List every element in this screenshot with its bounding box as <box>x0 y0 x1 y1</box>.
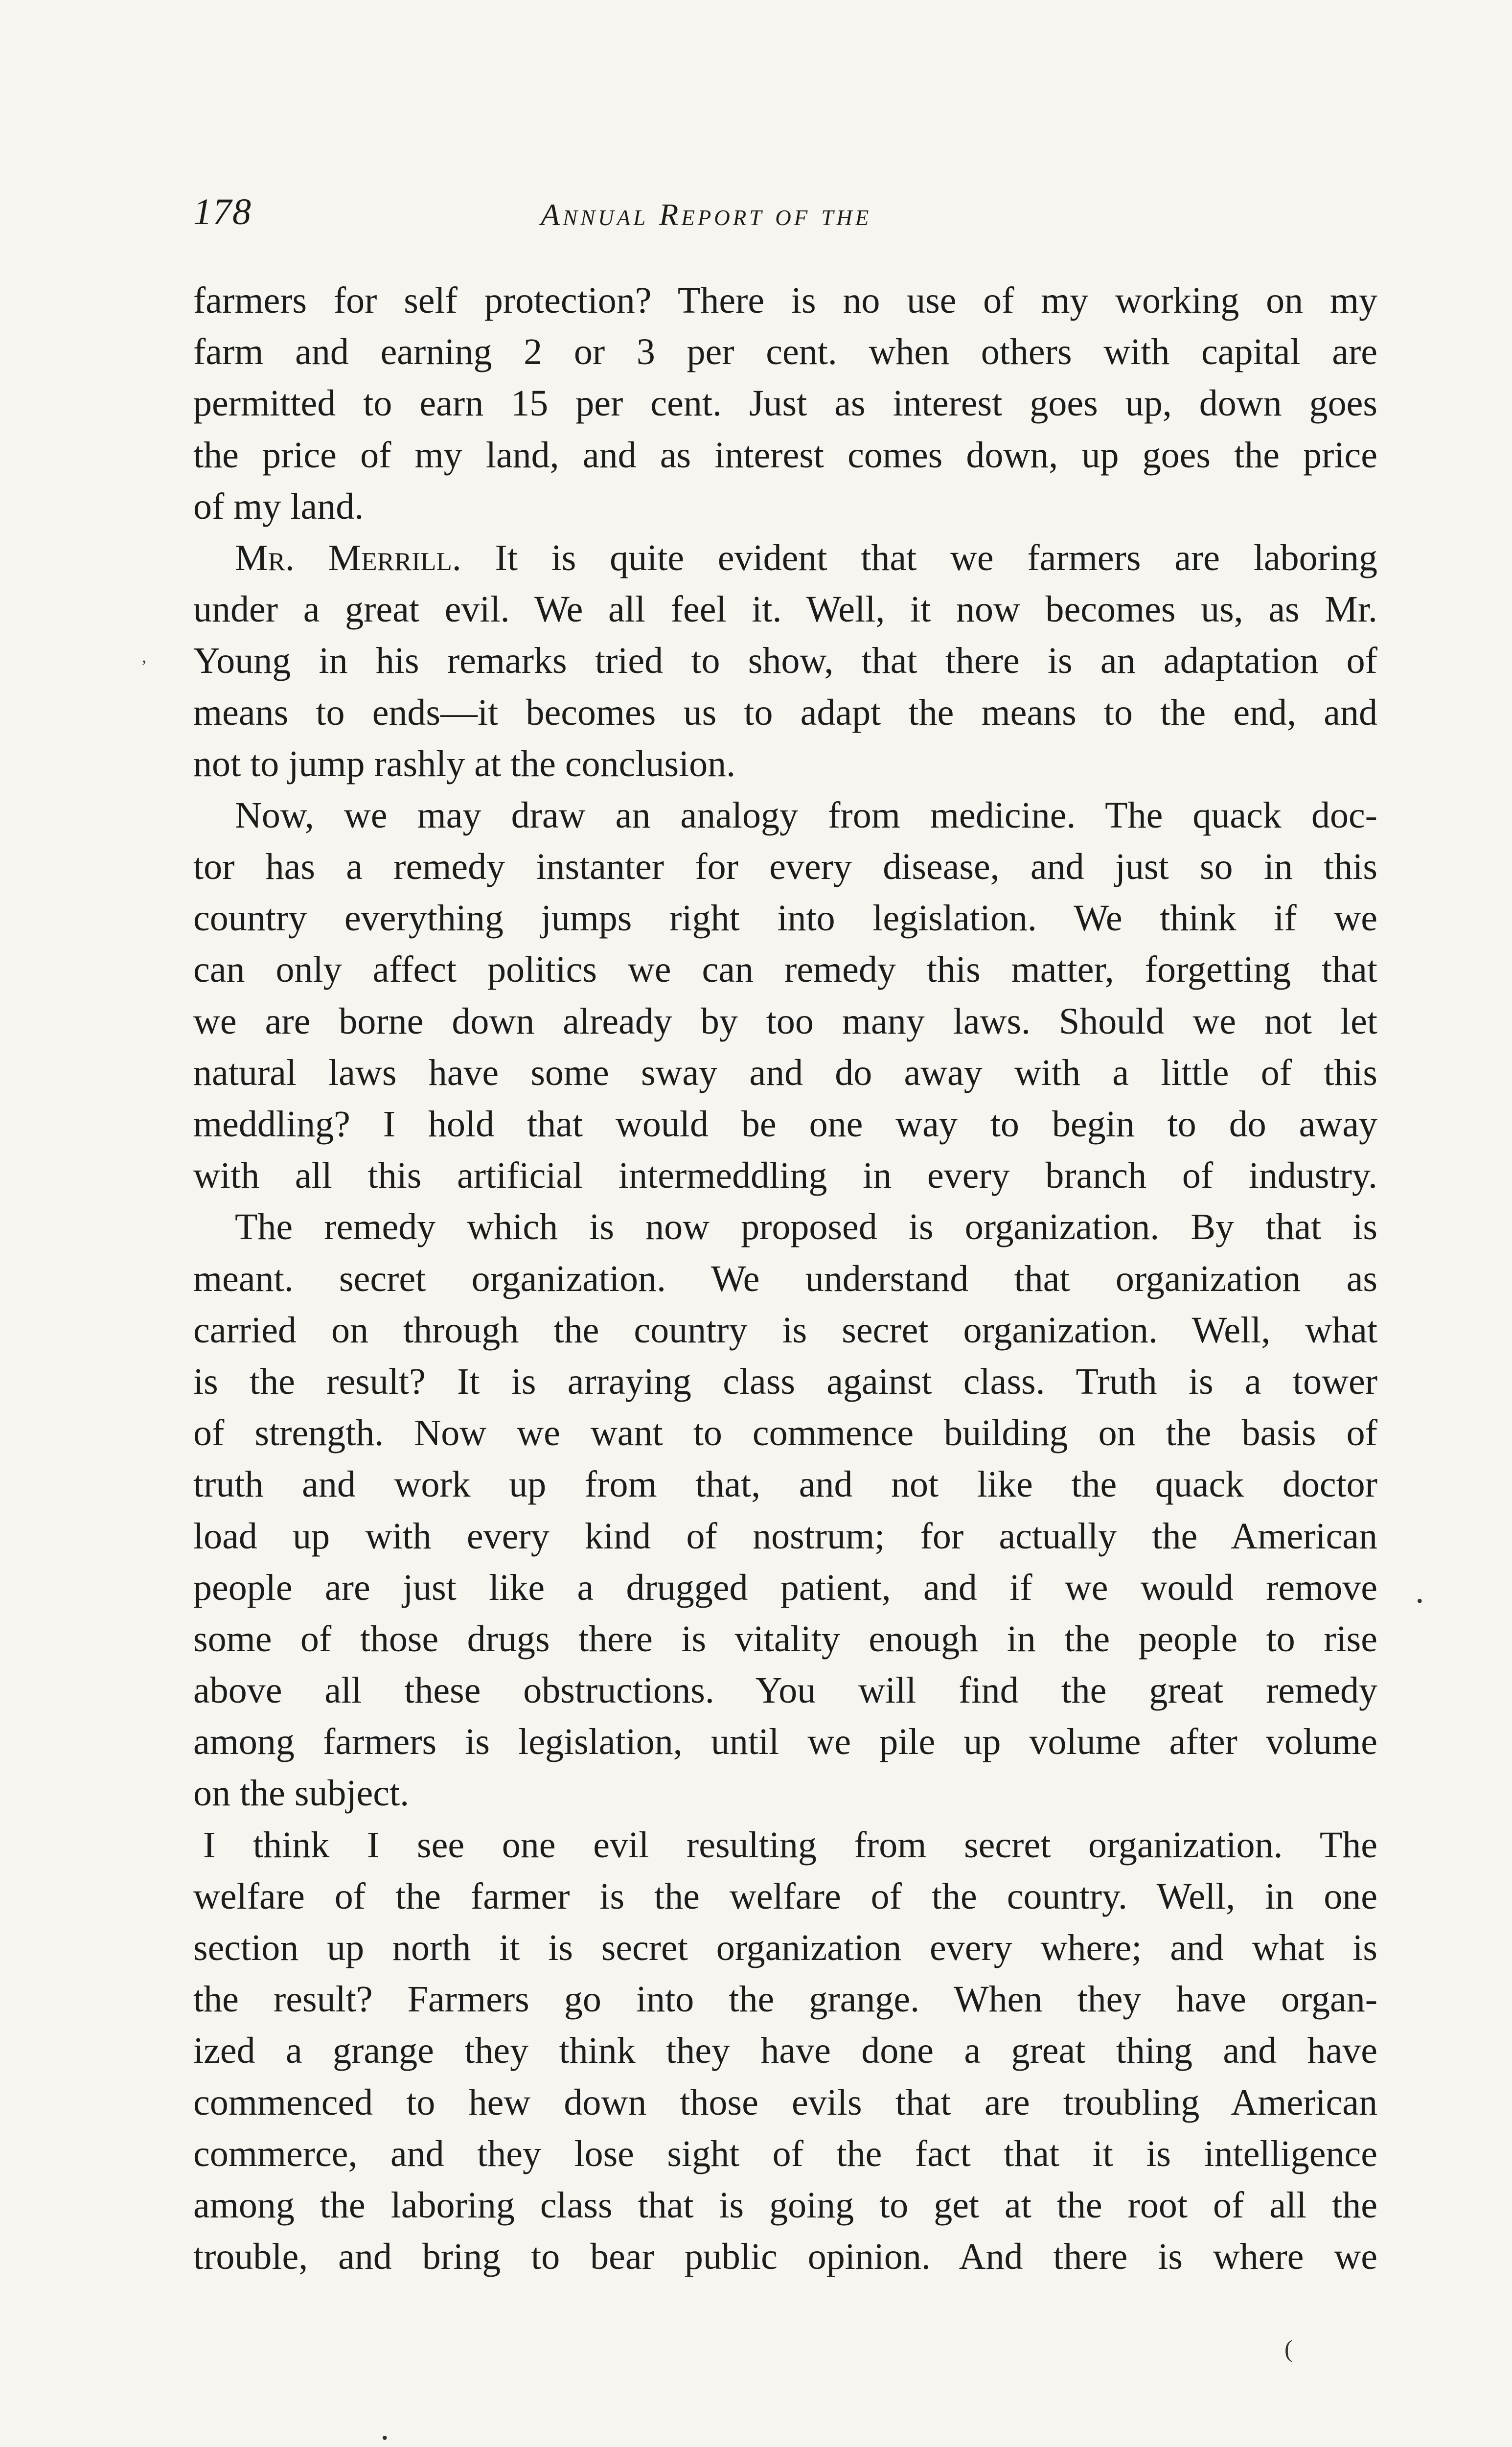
text-line: welfare of the farmer is the welfare of the country. Well, in one <box>193 1875 1377 1917</box>
text-line-content: It is quite evident that we farmers are laboring <box>495 537 1377 578</box>
text-line: of strength. Now we want to commence building on the basis of <box>193 1412 1377 1454</box>
text-line: farm and earning 2 or 3 per cent. when others with capital are <box>193 331 1377 373</box>
text-line: farmers for self protection? There is no use of my working on my <box>193 280 1377 321</box>
text-line: commerce, and they lose sight of the fact that it is intelligence <box>193 2133 1377 2174</box>
text-line: The remedy which is now proposed is organization. By that is <box>235 1206 1377 1248</box>
print-speck: • <box>1417 1591 1423 1611</box>
text-line: meant. secret organization. We understand that organization as <box>193 1258 1377 1299</box>
text-line: not to jump rashly at the conclusion. <box>193 743 736 785</box>
text-line: can only affect politics we can remedy this matter, forgetting that <box>193 949 1377 991</box>
text-line: under a great evil. We all feel it. Well, it now becomes us, as Mr. <box>193 589 1377 630</box>
text-line: meddling? I hold that would be one way to begin to do away <box>193 1104 1377 1145</box>
text-line: trouble, and bring to bear public opinion. And there is where we <box>193 2236 1377 2278</box>
text-line: country everything jumps right into legislation. We think if we <box>193 898 1377 939</box>
text-line: I think I see one evil resulting from secret organization. The <box>203 1824 1377 1866</box>
text-line: section up north it is secret organization every where; and what is <box>193 1927 1377 1968</box>
text-line: natural laws have some sway and do away with a little of this <box>193 1052 1377 1093</box>
text-line: people are just like a drugged patient, and if we would remove <box>193 1567 1377 1608</box>
page-number: 178 <box>193 191 252 232</box>
text-line: among the laboring class that is going to get at the root of all the <box>193 2184 1377 2226</box>
text-line: is the result? It is arraying class against class. Truth is a tower <box>193 1361 1377 1402</box>
text-line: among farmers is legislation, until we pile up volume after volume <box>193 1721 1377 1763</box>
body-text <box>193 275 1377 2283</box>
print-speck: , <box>142 646 146 666</box>
running-title: Annual Report of the <box>541 197 872 232</box>
text-line: we are borne down already by too many laws. Should we not let <box>193 1000 1377 1042</box>
text-line: the result? Farmers go into the grange. When they have organ- <box>193 1979 1377 2020</box>
text-line: some of those drugs there is vitality enough in the people to rise <box>193 1618 1377 1660</box>
text-line: with all this artificial intermeddling in every branch of industry. <box>193 1155 1377 1197</box>
text-line: ized a grange they think they have done a great thing and have <box>193 2030 1377 2072</box>
text-line <box>193 532 1377 584</box>
speaker-name: Mr. Merrill. <box>235 537 461 578</box>
text-line: carried on through the country is secret organization. Well, what <box>193 1309 1377 1351</box>
text-line: commenced to hew down those evils that are troubling American <box>193 2081 1377 2123</box>
text-line: truth and work up from that, and not like the quack doctor <box>193 1464 1377 1505</box>
text-line: of my land. <box>193 485 364 527</box>
text-line: Now, we may draw an analogy from medicine. The quack doc- <box>235 794 1377 836</box>
text-line: tor has a remedy instanter for every disease, and just so in this <box>193 846 1377 888</box>
text-line: Young in his remarks tried to show, that there is an adaptation of <box>193 640 1377 682</box>
text-line: load up with every kind of nostrum; for actually the American <box>193 1515 1377 1557</box>
text-line: permitted to earn 15 per cent. Just as interest goes up, down goes <box>193 383 1377 424</box>
text-line: means to ends—it becomes us to adapt the means to the end, and <box>193 692 1377 733</box>
text-line: the price of my land, and as interest comes down, up goes the price <box>193 434 1377 476</box>
text-line: above all these obstructions. You will find the great remedy <box>193 1670 1377 1711</box>
page-header <box>193 191 1377 250</box>
print-speck: ( <box>1284 2335 1293 2362</box>
print-speck: • <box>382 2428 388 2447</box>
text-line: on the subject. <box>193 1773 410 1814</box>
